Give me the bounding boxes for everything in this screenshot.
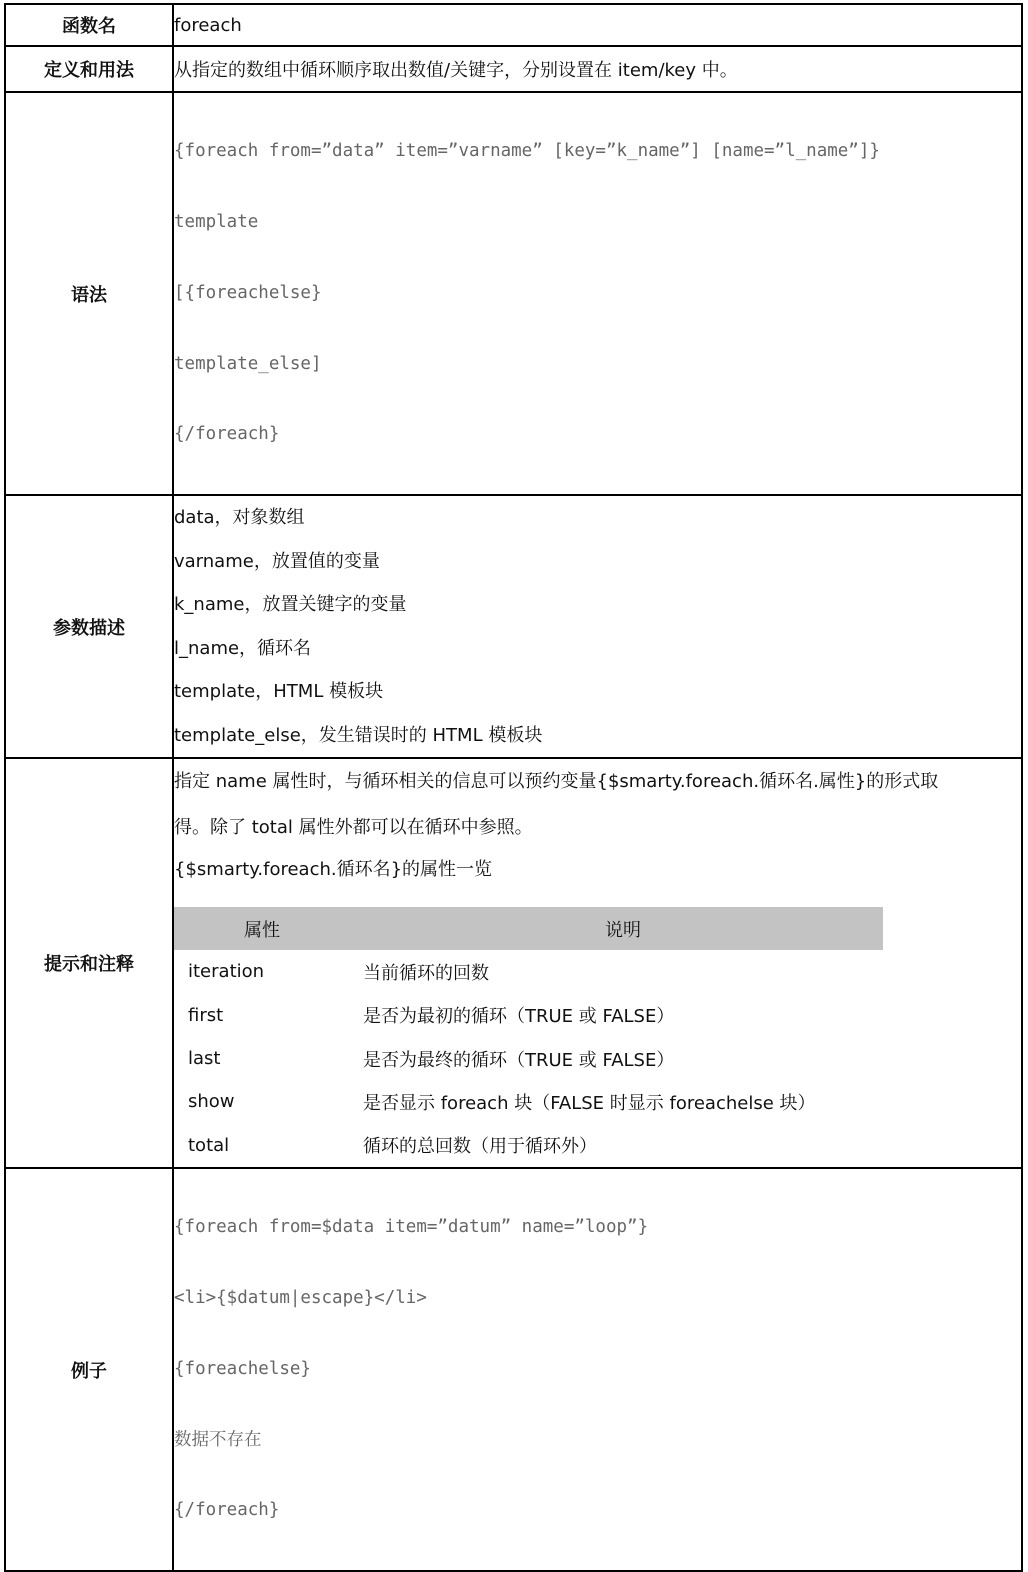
attribute-name: first: [188, 1004, 224, 1026]
attribute-description: 是否为最终的循环（TRUE 或 FALSE）: [363, 1049, 675, 1071]
attribute-table-header: [174, 907, 883, 950]
attribute-name: show: [188, 1091, 235, 1113]
code-block: [174, 1169, 1021, 1570]
param-item: template_else，发生错误时的 HTML 模板块: [174, 724, 543, 746]
attribute-description: 循环的总回数（用于循环外）: [363, 1136, 597, 1158]
attribute-table: [174, 907, 883, 1167]
row-label: 例子: [5, 1168, 173, 1571]
syntax-code: [173, 92, 1022, 495]
row-label: 参数描述: [5, 495, 173, 758]
foreach-reference-table: [4, 3, 1023, 1572]
table-row: [174, 993, 883, 1036]
example-code: [173, 1168, 1022, 1571]
params-list: [173, 495, 1022, 758]
attribute-description: 是否显示 foreach 块（FALSE 时显示 foreachelse 块）: [363, 1092, 816, 1114]
row-label: 语法: [5, 92, 173, 495]
attribute-name: iteration: [188, 961, 265, 983]
table-row: [174, 1037, 883, 1080]
row-label: 定义和用法: [5, 46, 173, 92]
code-block: [174, 93, 1021, 494]
notes-paragraph-line: 指定 name 属性时，与循环相关的信息可以预约变量{$smarty.foreach.循环名.属性}的形式取: [174, 771, 939, 793]
code-line: <li>{$datum|escape}</li>: [174, 1288, 427, 1309]
code-line: {foreachelse}: [174, 1358, 311, 1379]
code-line: [{foreachelse}: [174, 282, 322, 303]
header-description: 说明: [350, 907, 883, 950]
notes-content: [173, 758, 1022, 1168]
param-item: data，对象数组: [174, 507, 305, 529]
code-line: {foreach from=$data item=”datum” name=”loop”}: [174, 1217, 649, 1238]
table-row: [174, 950, 883, 993]
header-attribute: 属性: [174, 907, 350, 950]
param-item: k_name，放置关键字的变量: [174, 594, 407, 616]
code-line: {/foreach}: [174, 1500, 280, 1521]
attribute-description: 是否为最初的循环（TRUE 或 FALSE）: [363, 1006, 675, 1028]
attribute-name: total: [188, 1134, 230, 1156]
param-item: template，HTML 模板块: [174, 681, 384, 703]
param-item: varname，放置值的变量: [174, 550, 380, 572]
notes-paragraph-line: 得。除了 total 属性外都可以在循环中参照。: [174, 817, 533, 839]
row-params: [5, 495, 1022, 758]
row-example: [5, 1168, 1022, 1571]
code-line: 数据不存在: [174, 1429, 262, 1450]
code-line: {/foreach}: [174, 424, 280, 445]
row-notes: [5, 758, 1022, 1168]
row-function-name: [5, 4, 1022, 46]
definition-value: 从指定的数组中循环顺序取出数值/关键字，分别设置在 item/key 中。: [173, 46, 1022, 92]
table-row: [174, 1080, 883, 1123]
row-syntax: [5, 92, 1022, 495]
function-name-value: foreach: [173, 4, 1022, 46]
param-item: l_name，循环名: [174, 637, 312, 659]
row-label: 提示和注释: [5, 758, 173, 1168]
attribute-list-title: {$smarty.foreach.循环名}的属性一览: [174, 859, 493, 881]
row-definition: [5, 46, 1022, 92]
attribute-name: last: [188, 1048, 221, 1070]
code-line: {foreach from=”data” item=”varname” [key=”k_name”] [name=”l_name”]}: [174, 141, 880, 162]
code-line: template_else]: [174, 353, 322, 374]
table-row: [174, 1124, 883, 1167]
attribute-description: 当前循环的回数: [363, 962, 489, 984]
row-label: 函数名: [5, 4, 173, 46]
code-line: template: [174, 211, 259, 232]
